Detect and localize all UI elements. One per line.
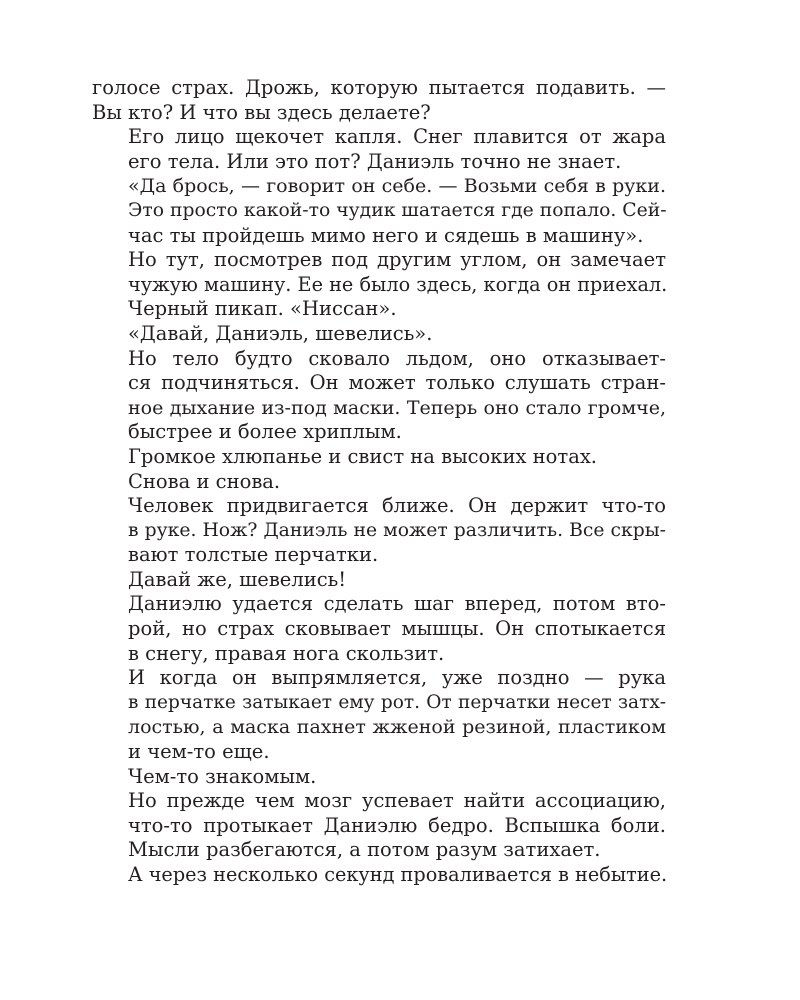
text-line: Мысли разбегаются, а потом разум затихает. [128, 838, 601, 862]
text-line: Но прежде чем мозг успевает найти ассоциацию, [128, 789, 666, 813]
paragraph [92, 445, 666, 470]
text-line: его тела. Или это пот? Даниэль точно не знает. [128, 149, 622, 173]
paragraph [92, 322, 666, 347]
text-line: час ты пройдешь мимо него и сядешь в машину». [128, 223, 644, 247]
text-line: Но тут, посмотрев под другим углом, он замечает [128, 248, 666, 272]
text-line: Это просто какой-то чудик шатается где попало. Сей- [128, 199, 667, 221]
text-line: Чем-то знакомым. [128, 764, 317, 788]
paragraph [92, 470, 666, 495]
text-line: ное дыхание из-под маски. Теперь оно стало громче, [128, 396, 666, 419]
text-line: лостью, а маска пахнет жженой резиной, пластиком [128, 716, 666, 739]
paragraph [92, 125, 666, 174]
text-line: чужую машину. Ее не было здесь, когда он приехал. [128, 272, 668, 296]
paragraph [92, 666, 666, 764]
text-line: в снегу, правая нога скользит. [128, 641, 445, 665]
text-line: Снова и снова. [128, 469, 281, 493]
text-line: вают толстые перчатки. [128, 543, 379, 567]
text-line: А через несколько секунд проваливается в небытие. [128, 863, 668, 886]
paragraph [92, 568, 666, 593]
paragraph [92, 248, 666, 322]
text-line: И когда он выпрямляется, уже поздно — рука [128, 666, 666, 690]
paragraph [92, 494, 666, 568]
text-line: Но тело будто сковало льдом, оно отказывает- [128, 346, 666, 370]
paragraph [92, 174, 666, 248]
text-line: Вы кто? И что вы здесь делаете? [92, 100, 431, 124]
text-line: Громкое хлюпанье и свист на высоких нотах. [128, 444, 598, 468]
paragraph [92, 789, 666, 863]
text-line: «Да брось, — говорит он себе. — Возьми себя в руки. [128, 175, 666, 198]
paragraph [92, 347, 666, 445]
paragraph [92, 765, 666, 790]
text-line: Даниэлю удается сделать шаг вперед, потом вто- [128, 592, 666, 616]
text-line: голосе страх. Дрожь, которую пытается подавить. — [92, 76, 666, 99]
text-line: Черный пикап. «Ниссан». [128, 297, 397, 321]
book-page-text [92, 76, 666, 888]
text-line: что-то протыкает Даниэлю бедро. Вспышка боли. [128, 813, 666, 837]
text-line: быстрее и более хриплым. [128, 420, 402, 444]
text-line: в перчатке затыкает ему рот. От перчатки несет затх- [128, 691, 666, 713]
text-line: рой, но страх сковывает мышцы. Он спотыкается [128, 617, 666, 641]
text-line: Его лицо щекочет капля. Снег плавится от жара [128, 125, 666, 149]
text-line: «Давай, Даниэль, шевелись». [128, 321, 433, 345]
text-line: в руке. Нож? Даниэль не может различить. Все скры- [128, 519, 666, 541]
text-line: ся подчиняться. Он может только слушать стран- [128, 371, 666, 395]
text-line: Человек придвигается ближе. Он держит что-то [128, 494, 666, 518]
paragraph [92, 76, 666, 125]
text-line: и чем-то еще. [128, 740, 270, 764]
paragraph [92, 592, 666, 666]
text-line: Давай же, шевелись! [128, 567, 347, 591]
paragraph [92, 863, 666, 888]
